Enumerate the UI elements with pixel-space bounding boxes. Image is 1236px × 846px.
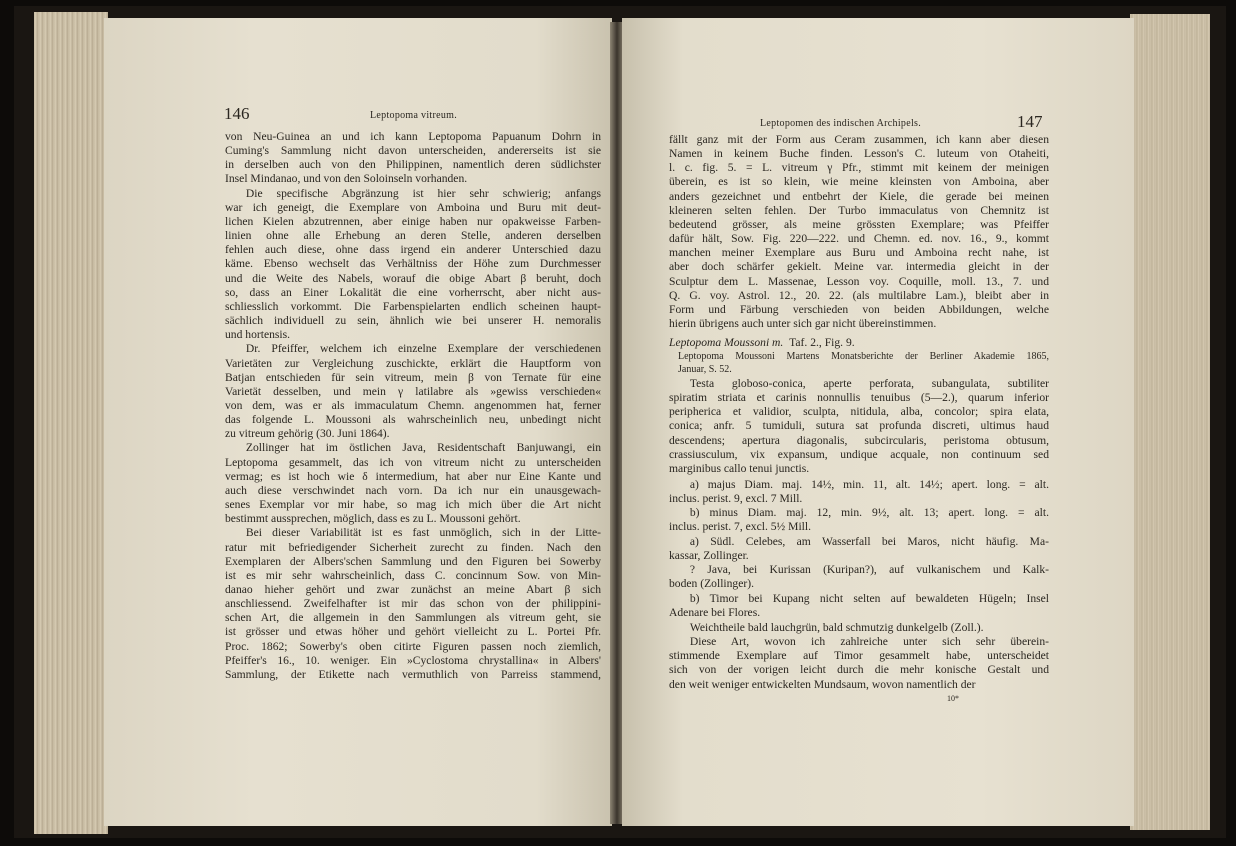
right-page-number: 147 xyxy=(1017,112,1043,131)
text-line: fällt ganz mit der Form aus Ceram zusammen, ich kann aber diesen xyxy=(669,133,1049,146)
text-line: senes Exemplar vor mir habe, so mag ich mich über die Art nicht xyxy=(225,498,601,512)
text-line: inclus. perist. 9, excl. 7 Mill. xyxy=(669,492,803,506)
text-line: den weit weniger entwickelten Mundsaum, wovon namentlich der xyxy=(669,677,976,691)
text-line: sich von der vorigen leicht durch die mehr konische Gestalt und xyxy=(669,663,1049,677)
right-page xyxy=(622,18,1134,826)
left-page-number: 146 xyxy=(224,104,250,123)
text-line: Dr. Pfeiffer, welchem ich einzelne Exemplare der verschiedenen xyxy=(245,342,601,356)
text-line: inclus. perist. 7, excl. 5½ Mill. xyxy=(669,520,812,534)
text-line: hierin übrigens auch unter sich gar nicht übereinstimmen. xyxy=(669,317,937,331)
text-line: b) minus Diam. maj. 12, min. 9½, alt. 13; apert. long. = alt. xyxy=(689,506,1049,520)
text-line: linien ohne alle Erhebung an deren Stelle, anderen derselben xyxy=(225,229,601,243)
text-line: auch diese verschwindet nach vorn. Da ich nur ein unausgewach- xyxy=(225,483,601,497)
text-line: Pfeiffer's 16., 10. weniger. Ein »Cyclostoma chrystallina« in Albers' xyxy=(225,653,601,667)
text-line: Diese Art, wovon ich zahlreiche unter sich sehr überein- xyxy=(689,635,1049,649)
text-line: manchen meiner Exemplare aus Buru und Amboina recht nahe, ist xyxy=(669,246,1049,260)
text-line: Sculptur dem L. Massenae, Lesson voy. Coquille, moll. 13., 7. und xyxy=(669,274,1049,288)
text-line: Testa globoso-conica, aperte perforata, subangulata, subtiliter xyxy=(689,377,1049,390)
species-diagnosis xyxy=(669,377,1049,476)
text-line: und hortensis. xyxy=(225,328,291,342)
right-body-text xyxy=(669,133,1049,331)
text-line: ratur mit befriedigender Sicherheit zurecht zu finden. Nach den xyxy=(225,540,601,554)
text-line: descendens; apertura diagonalis, subcircularis, peristoma obtusum, xyxy=(669,433,1049,447)
text-line: Cuming's Sammlung nicht davon unterscheiden, andererseits ist sie xyxy=(225,144,601,158)
species-references xyxy=(678,351,1049,376)
left-running-header: Leptopoma vitreum. xyxy=(370,110,458,121)
species-plate: Taf. 2., Fig. 9. xyxy=(789,336,855,349)
text-line: Weichtheile bald lauchgrün, bald schmutzig dunkelgelb (Zoll.). xyxy=(689,621,984,634)
text-line: ? Java, bei Kurissan (Kuripan?), auf vulkanischem und Kalk- xyxy=(689,563,1049,577)
text-line: dafür hält, Sow. Fig. 220—222. und Chemn. ed. nov. 16., 9., kommt xyxy=(669,232,1049,246)
left-page xyxy=(104,18,612,826)
text-line: von dem, was er als immaculatum Chemn. angenommen hat, ferner xyxy=(225,398,601,412)
text-line: ist es mir sehr wahrscheinlich, dass C. concinnum Sow. von Min- xyxy=(225,568,601,582)
text-line: stimmende Exemplare auf Timor gesammelt habe, unterscheidet xyxy=(669,649,1049,663)
text-line: war ich geneigt, die Exemplare von Amboina und Buru mit deut- xyxy=(225,200,601,214)
species-remarks xyxy=(669,621,1049,692)
text-line: Insel Mindanao, und von den Soloinseln vorhanden. xyxy=(225,172,468,186)
text-line: spiratim striata et carinis nonnullis tenuibus (5—2.), quarum inferior xyxy=(669,391,1049,405)
text-line: kleineren selten fehlen. Der Turbo immaculatus von Chemnitz ist xyxy=(669,203,1049,217)
text-line: fehlen auch diese, ohne dass irgend ein anderer Unterschied dazu xyxy=(225,243,601,257)
text-line: Form und Färbung verschieden von beiden Abbildungen, welche xyxy=(669,302,1049,316)
text-line: Namen in keinem Buche finden. Lesson's C. luteum von Otaheiti, xyxy=(669,147,1049,161)
text-line: vermag; es ist hoch wie δ intermedium, hat aber nur Eine Kante und xyxy=(225,469,601,483)
text-line: zu vitreum gehörig (30. Juni 1864). xyxy=(225,427,390,441)
text-line: Varietät desselben, und mein γ latilabre als »gewiss verschieden« xyxy=(225,384,601,398)
signature-mark: 10* xyxy=(947,694,959,703)
text-line: marginibus callo tenui junctis. xyxy=(669,461,810,475)
text-line: aber doch schärfer gekielt. Meine var. intermedia gleicht in der xyxy=(669,260,1049,274)
right-running-header: Leptopomen des indischen Archipels. xyxy=(760,118,922,129)
text-line: anders gezeichnet und entbehrt der Kiele, die gerade bei meinen xyxy=(669,189,1049,203)
page-edges-right xyxy=(1130,14,1210,830)
text-line: bestimmt aussprechen, möglich, dass es zu L. Moussoni gehört. xyxy=(225,512,521,526)
text-line: in derselben auch von den Philippinen, namentlich deren südlichster xyxy=(225,158,601,172)
text-line: anschliessend. Zweifelhafter ist mir das schon von der philippini- xyxy=(225,597,601,611)
text-line: Varietäten zur Vergleichung zuschickte, erklärt die Hauptform von xyxy=(225,356,601,370)
text-line: conica; anfr. 5 tumiduli, sutura sat profunda discreti, ultimus haud xyxy=(669,419,1049,433)
text-line: von Neu-Guinea an und ich kann Leptopoma Papuanum Dohrn in xyxy=(225,130,601,143)
text-line: überein, es ist so klein, wie meine kleinsten von Amboina, aber xyxy=(669,175,1049,189)
text-line: sächlich individuell zu sein, ähnlich wie bei unserer H. nemoralis xyxy=(225,314,601,328)
text-line: Leptopoma gesammelt, das ich von vitreum nicht zu unterscheiden xyxy=(225,455,601,469)
text-line: und die Weite des Nabels, worauf die obige Abart β beruht, doch xyxy=(225,271,601,285)
species-title: Leptopoma Moussoni m. xyxy=(669,336,784,349)
text-line: b) Timor bei Kupang nicht selten auf bewaldeten Hügeln; Insel xyxy=(689,591,1049,605)
text-line: Die specifische Abgränzung ist hier sehr schwierig; anfangs xyxy=(245,186,601,200)
text-line: kassar, Zollinger. xyxy=(669,549,749,563)
species-localities xyxy=(669,535,1049,620)
text-line: Zollinger hat im östlichen Java, Residentschaft Banjuwangi, ein xyxy=(245,441,601,455)
text-line: schen Art, die allgemein in den Sammlungen als vitreum geht, sie xyxy=(225,611,601,625)
text-line: peripherica et validior, sculpta, nitidula, alba, concolor; spira elata, xyxy=(669,405,1049,419)
text-line: bedeutend grösser, als meine grössten Exemplare; was Pfeiffer xyxy=(669,217,1049,231)
text-line: Proc. 1862; Sowerby's oben citirte Figuren passen noch ziemlich, xyxy=(225,639,601,653)
text-line: Batjan entschieden für sein vitreum, mein β von Ternate für eine xyxy=(225,370,601,384)
text-line: so, dass an Einer Lokalität die eine vorherrscht, aber nicht aus- xyxy=(225,285,601,299)
left-body-text xyxy=(225,130,601,682)
text-line: Bei dieser Variabilität ist es fast unmöglich, sich in der Litte- xyxy=(245,526,601,540)
text-line: a) Südl. Celebes, am Wasserfall bei Maros, nicht häufig. Ma- xyxy=(689,535,1049,548)
species-measurements xyxy=(669,478,1049,535)
text-line: Leptopoma Moussoni Martens Monatsberichte der Berliner Akademie 1865, xyxy=(678,351,1049,362)
text-line: Adenare bei Flores. xyxy=(669,605,761,619)
text-line: Januar, S. 52. xyxy=(678,363,732,375)
text-line: das folgende L. Moussoni als wahrscheinlich neu, unbedingt nicht xyxy=(225,413,601,427)
text-line: schliesslich vorkommt. Die Farbenspielarten endlich scheinen haupt- xyxy=(225,299,601,313)
text-line: ist grösser und etwas höher und gehört vielleicht zu L. Portei Pfr. xyxy=(225,625,601,639)
species-heading xyxy=(669,336,1049,350)
text-line: Sammlung, der Etikette nach vermuthlich von Parreiss stammend, xyxy=(225,667,601,681)
text-line: a) majus Diam. maj. 14½, min. 11, alt. 14½; apert. long. = alt. xyxy=(689,478,1049,491)
text-line: l. c. fig. 5. = L. vitreum γ Pfr., stimmt mit keinem der meinigen xyxy=(669,161,1049,175)
text-line: boden (Zollinger). xyxy=(669,577,754,591)
text-line: lichen Kielen abzutrennen, aber einige haben nur opakweisse Farben- xyxy=(225,214,601,228)
text-line: crassiusculum, vix expansum, undique acquale, non continuum sed xyxy=(669,447,1049,461)
text-line: Q. G. voy. Astrol. 12., 20. 22. (als multilabre Lam.), bleibt aber in xyxy=(669,288,1049,302)
text-line: käme. Ebenso wechselt das Verhältniss der Höhe zum Durchmesser xyxy=(225,257,601,271)
page-edges-left xyxy=(34,12,108,834)
text-line: danao hieher gehört und zwar zunächst an meine Abart β sich xyxy=(225,583,601,596)
text-line: Exemplaren der Albers'schen Sammlung und den Figuren bei Sowerby xyxy=(225,554,601,568)
